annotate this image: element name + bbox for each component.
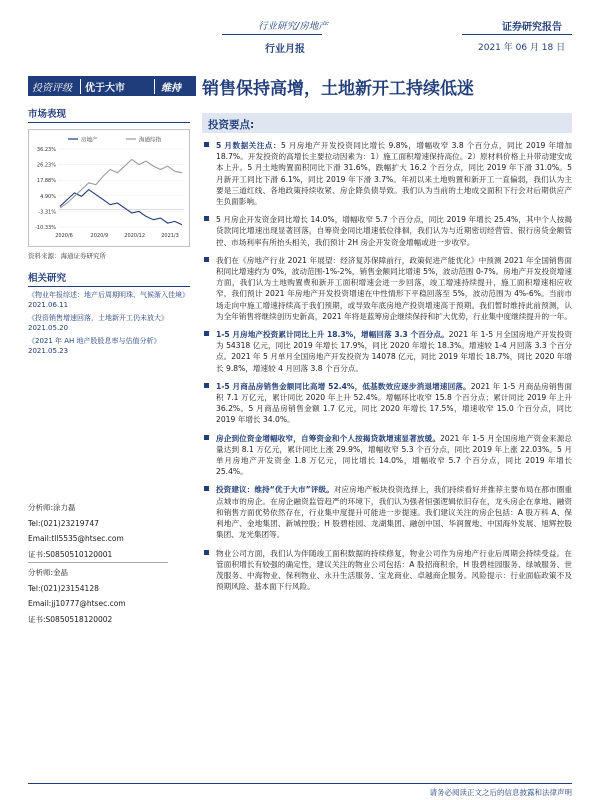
related-title: 相关研究 (28, 270, 190, 287)
analyst-tel-1: Tel:(021)23219747 (28, 518, 99, 528)
market-chart-svg (28, 129, 190, 247)
related-item-2[interactable]: 《2021 年 AH 地产股股息率与估值分析》2021.05.23 (28, 337, 161, 355)
paragraph-text: 对应房地产板块投资选择上，我们持续看好并推荐主要布局在都市圈重点城市的房企。在房企融资监管趋严的环境下，我们认为强者恒强逻辑依旧存在，龙头房企在拿地、融资和销售方面优势依然存在，行业集中度提升可能进一步提速。我们建议关注的房企包括：A 股万科 A、保利地产、金地集团、新城控股；H 股碧桂园、龙湖集团、融创中国、华润置地、中国海外发展、旭辉控股集团、龙光集团等。 (216, 485, 573, 540)
series-line (60, 190, 182, 225)
paragraph-lead: 5 月数据关注点： (216, 141, 281, 150)
y-tick-label: 17.88% (36, 178, 56, 185)
paragraph (202, 381, 572, 426)
paragraph (202, 329, 572, 374)
paragraph-lead: 1-5 月商品房销售金额同比高增 52.4%，低基数效应逐步消退增速回落。 (216, 381, 471, 391)
paragraph (202, 484, 572, 540)
paragraph-lead: 1-5 月房地产投资累计同比上升 18.3%，增幅回落 3.3 个百分点。 (216, 330, 449, 340)
report-date: 2021 年 06 月 18 日 (478, 43, 566, 53)
paragraph (202, 433, 572, 478)
analyst-cert-2: 证书:S0850518120002 (28, 614, 113, 624)
keypoints-bar (202, 113, 572, 133)
page-header (0, 0, 600, 64)
bullet-icon (204, 216, 209, 221)
report-title: 销售保持高增，土地新开工持续低迷 (202, 79, 474, 99)
paragraph (202, 140, 572, 207)
paragraph-text: 5 月房企开发资金同比增长 14.0%，增幅收窄 5.7 个百分点，同比 2019 年增长 25.4%，其中个人按揭贷款同比增速出现显著回落，自筹资金同比增速低位徘徊，我们认为与近期密切经营管、银行房贷金额管控、市场利率有所抬头相关，我们预计 2H 房企开发资金增幅或进一步收窄。 (216, 215, 572, 247)
legend-label: 海通综指 (139, 137, 162, 144)
paragraph-lead: 投资建议：维持“优于大市”评级。 (216, 485, 334, 495)
x-tick-label: 2021/3 (161, 233, 179, 239)
keypoints-body (202, 140, 572, 599)
keypoints-title: 投资要点: (208, 119, 255, 131)
chart-source: 资料来源：海通证券研究所 (28, 252, 106, 260)
related-item-0[interactable]: 《物业年报综述：地产后周期明珠、气候渐入佳境》2021.06.11 (28, 291, 189, 309)
legend-label: 房地产 (81, 137, 98, 144)
page-footer (0, 778, 600, 800)
bullet-icon (204, 383, 209, 388)
paragraph (202, 214, 572, 248)
paragraph-text: 物业公司方面，我们认为伴随竣工面积数据的持续修复，物业公司作为房地产行业后周期会持续受益。在管面积增长有较强的确定性，建议关注的物业公司包括：A 股招商积余，H 股碧桂园服务、绿城服务、世茂服务、中海物业、保利物业、永升生活服务、宝龙商业、卓越商企服务。风险提示：行业面临政策不及预期风险、基本面下行风险。 (216, 548, 572, 592)
series-line (60, 159, 182, 208)
paragraph (202, 255, 572, 322)
analyst-name-2: 分析师:金晶 (28, 568, 69, 577)
analyst-email-2[interactable]: Email:jj10777@htsec.com (28, 599, 126, 608)
rating-box (28, 76, 196, 96)
analyst-info (28, 500, 190, 627)
bullet-icon (204, 142, 209, 147)
market-chart (28, 129, 190, 247)
analyst-tel-2: Tel:(021)23154128 (28, 583, 99, 593)
paragraph-text: 5 月房地产开发投资同比增长 9.8%，增幅收窄 3.8 个百分点，同比 2019 年增加 18.7%。开发投资的高增长主要拉动因素为：1）施工面积增速保持高位。2）原材料价格上升带动建安成本上升。5 月土地购置面积同比下滑 31.6%，跌幅扩大 16.2 个百分点，同比 2019 年下滑 31.0%。5 月新开工同比下滑 6.1%，同比 2019 年下滑 3.7%。年初以来土地购置和新开工一直偏弱，我们认为主要是三道红线、各地政策持续收紧、房企降负债导致。我们认为当前的土地成交面积下行会对后期供应产生负面影响。 (216, 141, 572, 207)
y-tick-label: 4.90% (40, 193, 56, 200)
industry-label: 行业研究/房地产 (258, 21, 328, 32)
y-tick-label: 26.23% (36, 162, 56, 169)
market-title: 市场表现 (28, 106, 190, 123)
y-tick-label: -10.33% (35, 225, 56, 231)
x-tick-label: 2020/12 (124, 233, 146, 239)
related-item-1[interactable]: 《投资销售增速回落，土地新开工仍未放大》2021.05.20 (28, 314, 168, 332)
footer-disclaimer: 请务必阅读正文之后的信息披露和法律声明 (429, 788, 572, 797)
header-divider-right (462, 34, 572, 35)
bullet-icon (204, 257, 209, 262)
rating-value: 优于大市 (80, 79, 154, 94)
paragraph-lead: 房企到位资金增幅收窄，自筹资金和个人按揭贷款增速显著放缓。 (216, 433, 441, 443)
paragraph-text: 2021 年 1-5 月全国房地产开发投资为 54318 亿元，同比 2019 年增长 17.9%，同比 2020 年增长 18.3%。增速较 1-4 月回落 3.3 个百分点。2021 年 5 月单月全国房地产开发投资为 14078 亿元，同比 2019 年增长 18.7%，同比 2020 年增长 9.8%，增速较 4 月回落 3.8 个百分点。 (216, 330, 572, 373)
footer-divider (28, 783, 572, 784)
analyst-name-1: 分析师:涂力磊 (28, 503, 76, 512)
paragraph-text: 2021 年 1-5 月全国房地产资金来源总量达到 8.1 万亿元，累计同比上涨 29.9%，增幅收窄 5.3 个百分点，同比 2019 年上涨 22.03%。5 月单月房地产开发资金 1.8 万亿元，同比增长 14.0%，增幅收窄 5.7 个百分点，同比 2019 年增长 25.4%。 (216, 433, 573, 477)
bullet-icon (204, 486, 209, 491)
paragraph (202, 548, 572, 593)
report-type: 证券研究报告 (502, 22, 562, 33)
bullet-icon (204, 550, 209, 555)
x-tick-label: 2020/6 (55, 233, 73, 239)
rating-status: 维持 (154, 79, 181, 94)
paragraph-text: 我们在《房地产行业 2021 年展望：经济复苏保障前行，政策促进产能优化》中预测 2021 年全国销售面积同比增速约为 0%，波动范围-1%-2%，销售金额同比增速 5%，波动范围 0-7%。房地产开发投资增速方面，我们认为土地购置费和新开工面积增速会进一步回落，竣工增速持续提升，施工面积增速相应收窄，我们预计 2021 年房地产开发投资增速在中性情形下平稳回落至 5%，波动范围为 4%-6%。当前市场走向中施工增速持续高于我们预期，或导致年底房地产投资增速高于预期。我们暂时维持此前预测，认为全年销售将继续创历史新高，2021 年将是蓝筹房企继续保持和扩大优势，行业集中度继续提升的一年。 (216, 255, 572, 321)
header-divider (222, 34, 322, 35)
y-tick-label: -3.31% (38, 209, 56, 216)
x-tick-label: 2020/9 (90, 233, 109, 239)
y-tick-label: 36.23% (36, 147, 56, 153)
analyst-cert-1: 证书:S0850510120001 (28, 547, 168, 564)
report-kind: 行业月报 (265, 44, 305, 55)
bullet-icon (204, 435, 209, 440)
left-column (28, 100, 190, 356)
analyst-email-1[interactable]: Email:tll5535@htsec.com (28, 534, 124, 543)
rating-label: 投资评级 (32, 82, 72, 94)
paragraph-text: 2021 年 1-5 月商品房销售面积 7.1 万亿元，累计同比 2020 年上升 52.4%。增幅环比收窄 15.8 个百分点；累计同比 2019 年上升 36.2%。5 月商品房销售金额 1.7 亿元，同比 2020 年增长 17.5%，增速收窄 15.0 个百分点，同比 2019 年增长 34.0%。 (216, 381, 572, 425)
bullet-icon (204, 331, 209, 336)
